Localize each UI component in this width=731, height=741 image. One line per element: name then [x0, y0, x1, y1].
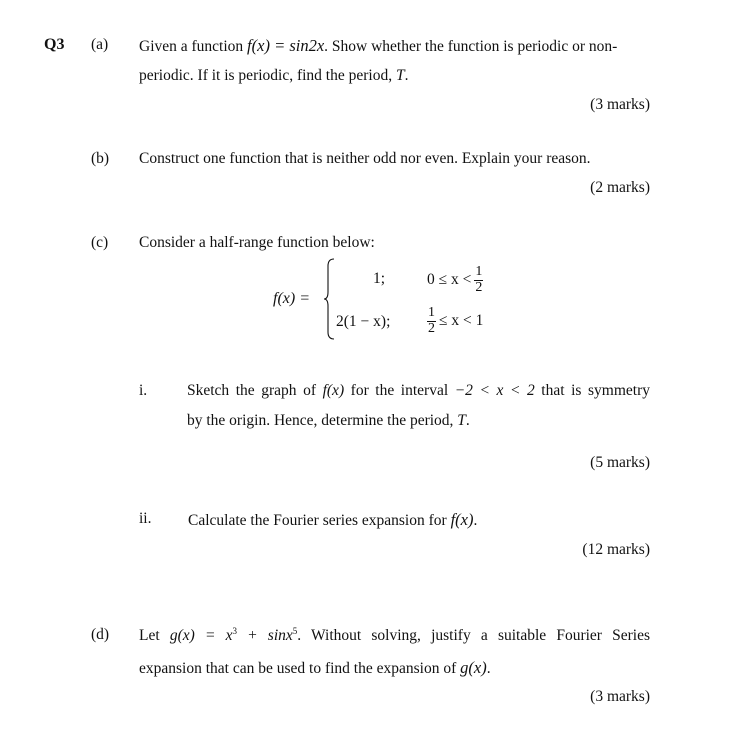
piecewise-case1-frac-num: 1 [475, 263, 483, 279]
piecewise-case1-cond-pre: 0 ≤ x < [427, 271, 472, 288]
piecewise-case1-frac-den: 2 [475, 279, 483, 295]
part-a-line1 [139, 36, 617, 56]
sub-ii-text [188, 510, 477, 530]
piecewise-case2-condition [427, 303, 483, 339]
part-b-marks: (2 marks) [590, 179, 650, 196]
part-d-g-exp1: 3 [232, 626, 237, 636]
part-d-g-exp2: 5 [292, 626, 298, 636]
part-d-line1-post: . Without solving, justify a suitable Fourier Series [297, 627, 651, 644]
sub-i-line2 [187, 412, 470, 430]
sub-i-line2-text: by the origin. Hence, determine the period, [187, 412, 458, 429]
part-d-line2-end: . [486, 660, 491, 677]
sub-ii-label: ii. [139, 510, 152, 527]
part-c-intro: Consider a half-range function below: [139, 234, 375, 251]
part-d-g-mid: + sinx [237, 627, 293, 644]
part-a-line2-text: periodic. If it is periodic, find the period, [139, 67, 396, 84]
sub-i-marks: (5 marks) [590, 454, 650, 471]
part-a-line1-pre: Given a function [139, 38, 248, 55]
piecewise-case2-frac-den: 2 [428, 320, 435, 336]
part-d-line1-pre: Let [139, 627, 170, 644]
sub-i-label: i. [139, 382, 148, 399]
sub-i-period-var: T [457, 412, 466, 429]
part-d-line2 [139, 658, 491, 678]
part-d-g-func: g(x) [460, 658, 487, 677]
part-b-text: Construct one function that is neither odd nor even. Explain your reason. [139, 150, 591, 167]
sub-i-line2-end: . [465, 412, 470, 429]
part-d-label: (d) [91, 626, 110, 643]
sub-i-line1-mid: for the interval [344, 382, 455, 399]
question-number: Q3 [44, 36, 65, 53]
part-a-func-expr: f(x) = sin2x [247, 36, 325, 55]
sub-i-line1-post: that is symmetry [534, 382, 650, 399]
part-d-marks: (3 marks) [590, 688, 650, 705]
piecewise-case1-value: 1; [373, 270, 386, 287]
part-a-line2-end: . [404, 67, 409, 84]
part-a-label: (a) [91, 36, 109, 53]
piecewise-case2-cond-post: ≤ x < 1 [439, 312, 484, 329]
piecewise-case1-condition [427, 262, 483, 298]
sub-ii-func: f(x) [450, 510, 474, 529]
part-a-line1-post: . Show whether the function is periodic or non- [324, 38, 618, 55]
sub-ii-marks: (12 marks) [582, 541, 650, 558]
part-a-line2 [139, 67, 408, 85]
piecewise-case2-value: 2(1 − x); [336, 313, 391, 330]
sub-i-line1-pre: Sketch the graph of [187, 382, 323, 399]
part-d-line1 [139, 626, 650, 645]
part-a-period-var: T [395, 67, 405, 84]
part-b-label: (b) [91, 150, 110, 167]
part-d-line2-pre: expansion that can be used to find the expansion of [139, 660, 461, 677]
part-a-marks: (3 marks) [590, 96, 650, 113]
piecewise-lhs: f(x) = [273, 290, 310, 307]
sub-i-func: f(x) [322, 382, 345, 399]
piecewise-case1-fraction [474, 265, 483, 295]
piecewise-case2-frac-num: 1 [428, 304, 435, 320]
sub-ii-text-end: . [473, 512, 478, 529]
sub-i-interval: −2 < x < 2 [454, 382, 535, 399]
part-c-label: (c) [91, 234, 109, 251]
piecewise-case2-fraction [427, 306, 436, 336]
sub-i-line1 [187, 382, 650, 400]
piecewise-brace [323, 258, 335, 340]
part-d-g-expr: g(x) = x [169, 627, 233, 644]
sub-ii-text-pre: Calculate the Fourier series expansion for [188, 512, 451, 529]
